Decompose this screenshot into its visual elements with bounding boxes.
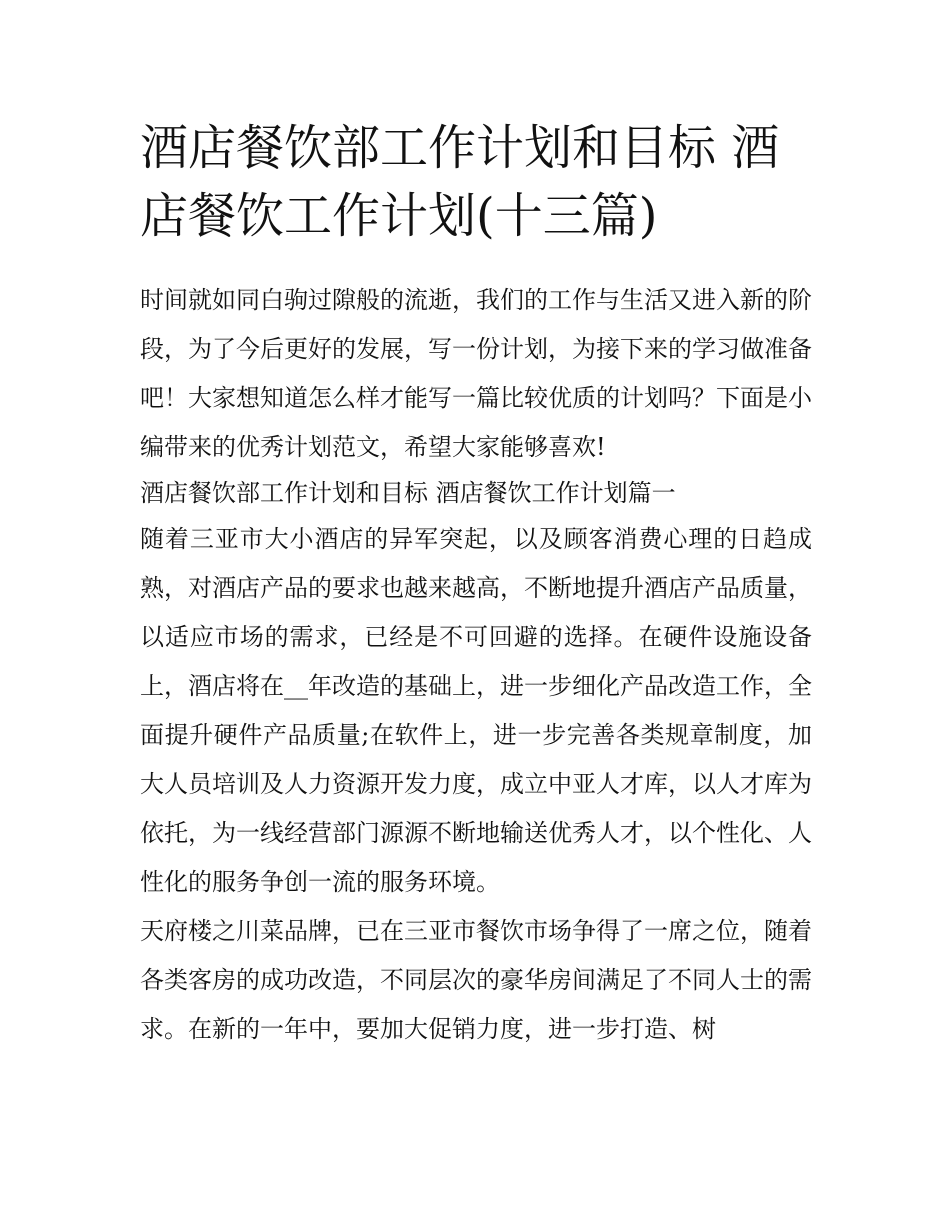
document-title: 酒店餐饮部工作计划和目标 酒店餐饮工作计划(十三篇): [140, 120, 780, 244]
intro-paragraph: 时间就如同白驹过隙般的流逝，我们的工作与生活又进入新的阶段，为了今后更好的发展，写一份计划，为接下来的学习做准备吧！大家想知道怎么样才能写一篇比较优质的计划吗？下面是小编带来的优秀计划范文，希望大家能够喜欢!: [140, 286, 812, 461]
document-body: [140, 114, 812, 1054]
section-heading: 酒店餐饮部工作计划和目标 酒店餐饮工作计划篇一: [140, 479, 676, 507]
body-paragraph: 随着三亚市大小酒店的异军突起，以及顾客消费心理的日趋成熟，对酒店产品的要求也越来越高，不断地提升酒店产品质量，以适应市场的需求，已经是不可回避的选择。在硬件设施设备上，酒店将在__年改造的基础上，进一步细化产品改造工作，全面提升硬件产品质量;在软件上，进一步完善各类规章制度，加大人员培训及人力资源开发力度，成立中亚人才库，以人才库为依托，为一线经营部门源源不断地输送优秀人才，以个性化、人性化的服务争创一流的服务环境。: [140, 525, 812, 896]
body-paragraph: 天府楼之川菜品牌，已在三亚市餐饮市场争得了一席之位，随着各类客房的成功改造，不同层次的豪华房间满足了不同人士的需求。在新的一年中，要加大促销力度，进一步打造、树: [140, 917, 812, 1043]
